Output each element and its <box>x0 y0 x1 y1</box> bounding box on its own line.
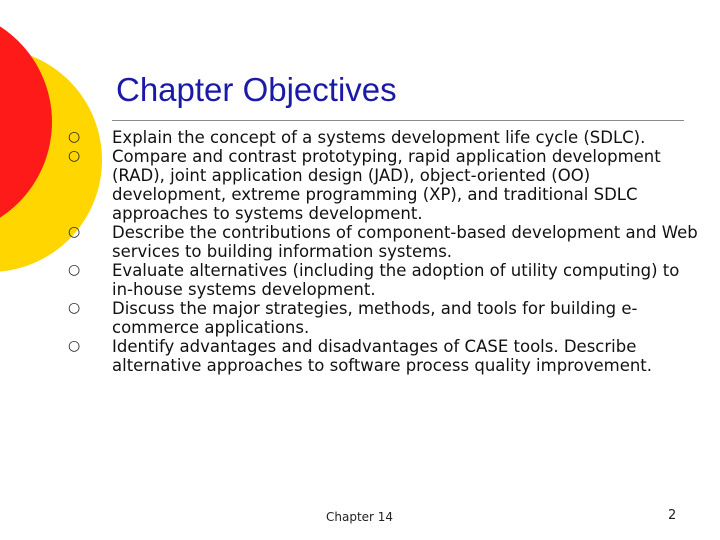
objective-text: Explain the concept of a systems development life cycle (SDLC). <box>112 128 646 147</box>
objective-item <box>0 261 702 299</box>
objective-text: Describe the contributions of component-based development and Web services to building information systems. <box>112 223 698 261</box>
footer-chapter-label: Chapter 14 <box>326 510 394 524</box>
objective-item <box>0 128 702 147</box>
objective-item <box>0 337 702 375</box>
bullet-circle-icon: ○ <box>68 148 81 164</box>
objective-item <box>0 299 702 337</box>
objective-text: Discuss the major strategies, methods, and tools for building e-commerce applications. <box>112 299 638 337</box>
bullet-circle-icon: ○ <box>68 300 81 316</box>
objective-item <box>0 223 702 261</box>
title-divider <box>112 120 684 121</box>
bullet-circle-icon: ○ <box>68 224 81 240</box>
bullet-circle-icon: ○ <box>68 262 81 278</box>
bullet-circle-icon: ○ <box>68 338 81 354</box>
objective-item <box>0 147 702 223</box>
objective-text: Evaluate alternatives (including the adoption of utility computing) to in-house systems development. <box>112 261 680 299</box>
page-number: 2 <box>668 508 677 523</box>
bullet-circle-icon: ○ <box>68 129 81 145</box>
objective-text: Compare and contrast prototyping, rapid application development (RAD), joint application design (JAD), object-oriented (OO) development, extreme programming (XP), and traditional SDLC approaches to systems development. <box>112 147 661 223</box>
slide-title: Chapter Objectives <box>116 71 397 108</box>
objectives-list <box>0 128 720 375</box>
objective-text: Identify advantages and disadvantages of CASE tools. Describe alternative approaches to software process quality improvement. <box>112 337 653 375</box>
